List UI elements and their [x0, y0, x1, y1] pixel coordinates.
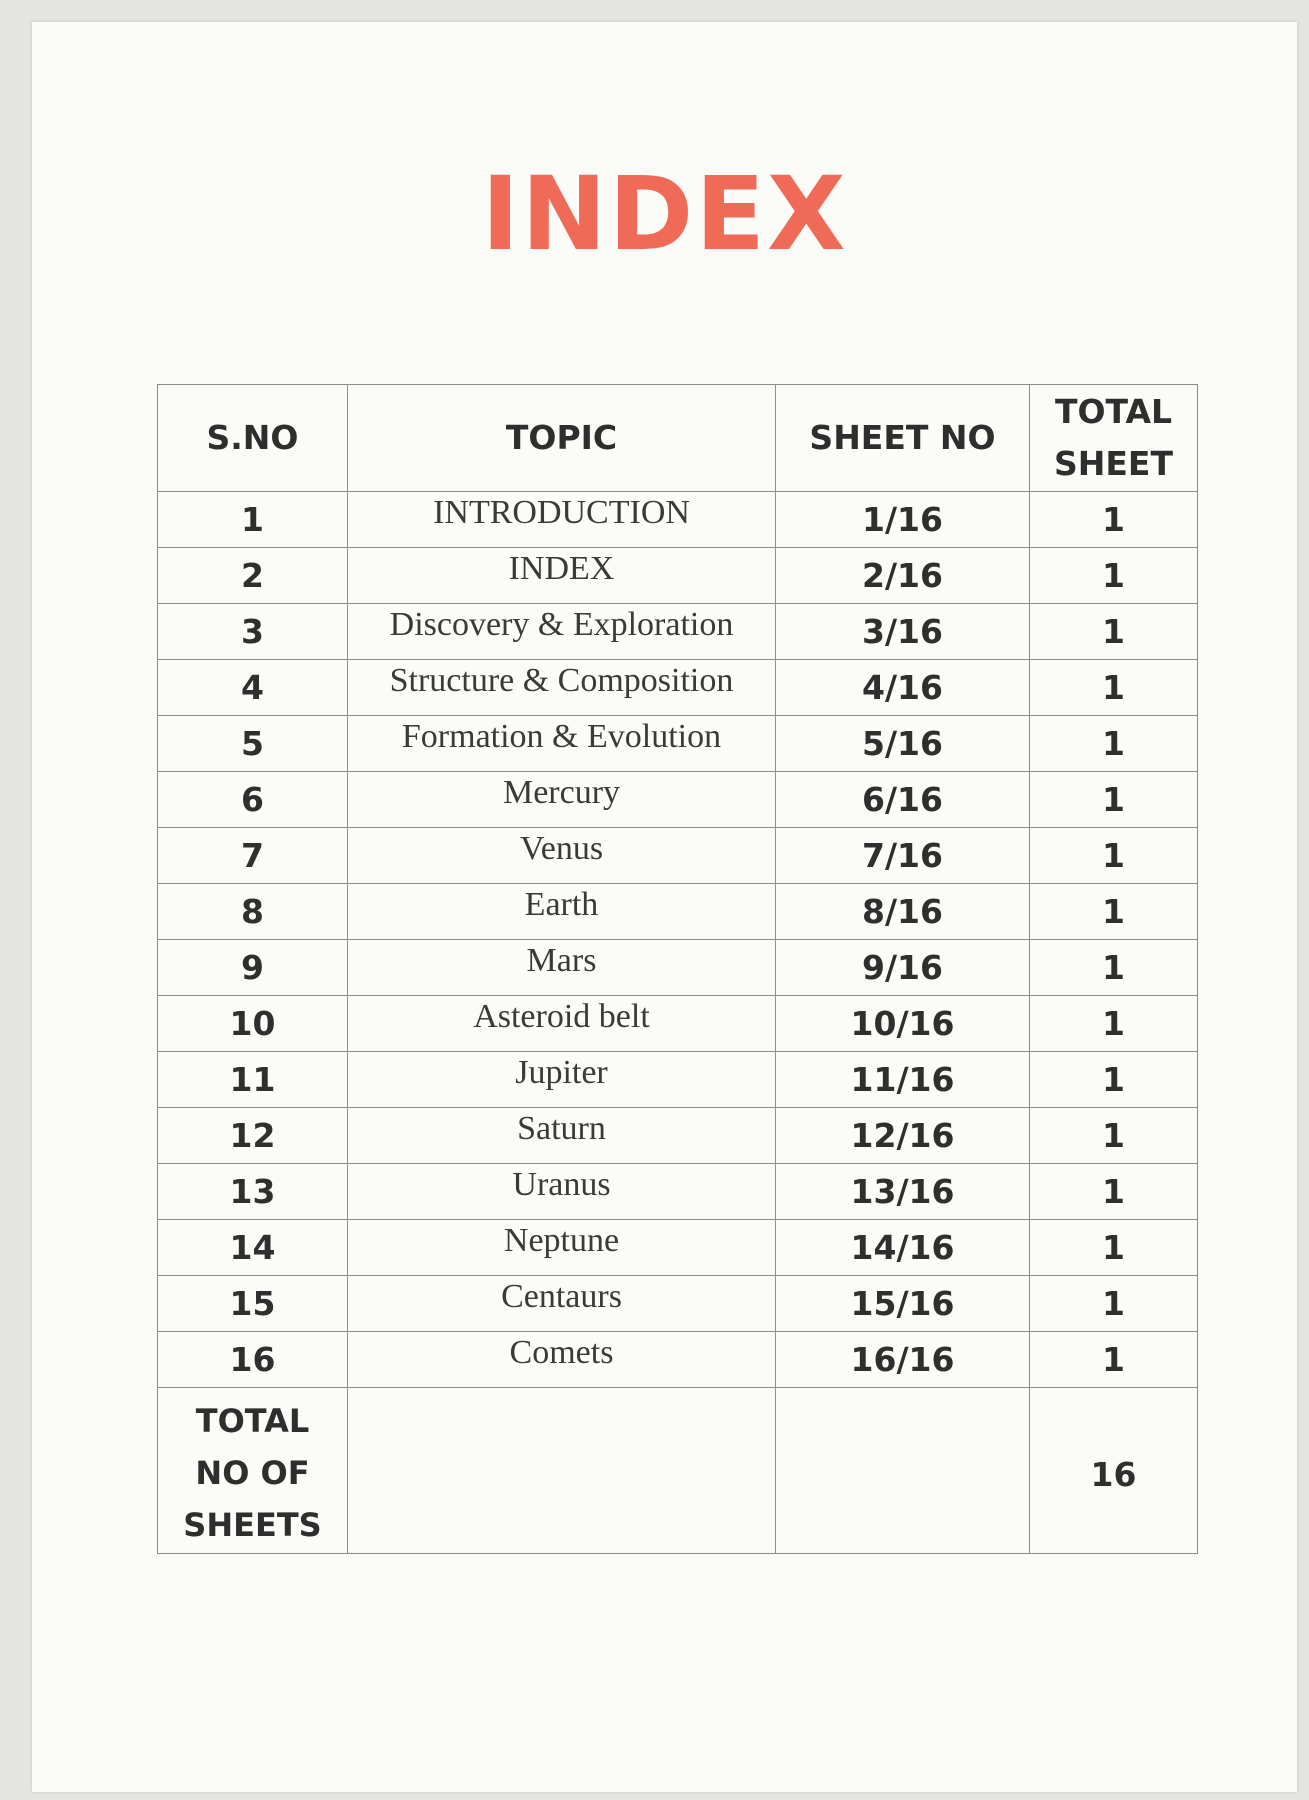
table-row [158, 884, 1198, 940]
cell-topic: Comets [348, 1332, 776, 1388]
table-row [158, 1164, 1198, 1220]
table-row [158, 828, 1198, 884]
table-row [158, 548, 1198, 604]
cell-total-sheet: 1 [1030, 1220, 1198, 1276]
cell-sheet-no: 8/16 [776, 884, 1030, 940]
cell-topic: Saturn [348, 1108, 776, 1164]
cell-sno: 6 [158, 772, 348, 828]
table-row [158, 1276, 1198, 1332]
cell-total-sheet: 1 [1030, 660, 1198, 716]
cell-sno: 1 [158, 492, 348, 548]
cell-topic: Mercury [348, 772, 776, 828]
cell-sno: 15 [158, 1276, 348, 1332]
index-table [157, 384, 1198, 1554]
cell-topic: Neptune [348, 1220, 776, 1276]
table-row [158, 1108, 1198, 1164]
cell-sheet-no: 4/16 [776, 660, 1030, 716]
cell-sheet-no: 1/16 [776, 492, 1030, 548]
total-label-line3: SHEETS [183, 1505, 322, 1544]
cell-topic: INTRODUCTION [348, 492, 776, 548]
cell-sheet-no: 5/16 [776, 716, 1030, 772]
header-topic: TOPIC [348, 385, 776, 492]
header-total-sheet-line1: TOTAL [1054, 392, 1173, 431]
cell-sheet-no: 15/16 [776, 1276, 1030, 1332]
cell-sno: 9 [158, 940, 348, 996]
total-sheet-no-empty [776, 1388, 1030, 1554]
total-label-line2: NO OF [195, 1453, 310, 1492]
cell-sheet-no: 9/16 [776, 940, 1030, 996]
cell-sno: 4 [158, 660, 348, 716]
table-body [158, 492, 1198, 1388]
cell-sno: 5 [158, 716, 348, 772]
cell-total-sheet: 1 [1030, 884, 1198, 940]
table-row [158, 716, 1198, 772]
cell-topic: Jupiter [348, 1052, 776, 1108]
cell-total-sheet: 1 [1030, 1052, 1198, 1108]
cell-sheet-no: 14/16 [776, 1220, 1030, 1276]
cell-sheet-no: 11/16 [776, 1052, 1030, 1108]
cell-topic: Formation & Evolution [348, 716, 776, 772]
table-row [158, 940, 1198, 996]
cell-topic: Earth [348, 884, 776, 940]
table-row [158, 1052, 1198, 1108]
table-row [158, 1332, 1198, 1388]
page-title: INDEX [481, 155, 848, 274]
header-row [158, 385, 1198, 492]
cell-topic: Centaurs [348, 1276, 776, 1332]
table-row [158, 996, 1198, 1052]
cell-topic: Structure & Composition [348, 660, 776, 716]
cell-total-sheet: 1 [1030, 716, 1198, 772]
cell-sno: 11 [158, 1052, 348, 1108]
cell-total-sheet: 1 [1030, 1108, 1198, 1164]
table-row [158, 1220, 1198, 1276]
cell-topic: Venus [348, 828, 776, 884]
cell-total-sheet: 1 [1030, 940, 1198, 996]
cell-sheet-no: 16/16 [776, 1332, 1030, 1388]
table-row [158, 492, 1198, 548]
total-topic-empty [348, 1388, 776, 1554]
cell-sno: 3 [158, 604, 348, 660]
cell-topic: Uranus [348, 1164, 776, 1220]
cell-total-sheet: 1 [1030, 1332, 1198, 1388]
cell-total-sheet: 1 [1030, 1276, 1198, 1332]
header-sheet-no: SHEET NO [776, 385, 1030, 492]
cell-total-sheet: 1 [1030, 1164, 1198, 1220]
cell-topic: INDEX [348, 548, 776, 604]
paper-sheet [32, 22, 1297, 1792]
cell-total-sheet: 1 [1030, 828, 1198, 884]
cell-sheet-no: 6/16 [776, 772, 1030, 828]
cell-sno: 13 [158, 1164, 348, 1220]
cell-total-sheet: 1 [1030, 996, 1198, 1052]
cell-sheet-no: 13/16 [776, 1164, 1030, 1220]
cell-sno: 16 [158, 1332, 348, 1388]
cell-sno: 8 [158, 884, 348, 940]
cell-sheet-no: 7/16 [776, 828, 1030, 884]
cell-sheet-no: 2/16 [776, 548, 1030, 604]
header-total-sheet-line2: SHEET [1054, 444, 1173, 483]
total-label-line1: TOTAL [195, 1401, 310, 1440]
cell-total-sheet: 1 [1030, 548, 1198, 604]
cell-total-sheet: 1 [1030, 604, 1198, 660]
cell-sno: 7 [158, 828, 348, 884]
table-row [158, 604, 1198, 660]
header-total-sheet [1030, 385, 1198, 492]
cell-topic: Asteroid belt [348, 996, 776, 1052]
cell-topic: Discovery & Exploration [348, 604, 776, 660]
cell-topic: Mars [348, 940, 776, 996]
cell-sheet-no: 10/16 [776, 996, 1030, 1052]
cell-sno: 2 [158, 548, 348, 604]
cell-sno: 10 [158, 996, 348, 1052]
cell-sno: 12 [158, 1108, 348, 1164]
cell-sheet-no: 3/16 [776, 604, 1030, 660]
total-row [158, 1388, 1198, 1554]
cell-total-sheet: 1 [1030, 492, 1198, 548]
total-value: 16 [1030, 1388, 1198, 1554]
table-row [158, 660, 1198, 716]
cell-total-sheet: 1 [1030, 772, 1198, 828]
header-sno: S.NO [158, 385, 348, 492]
cell-sheet-no: 12/16 [776, 1108, 1030, 1164]
table-row [158, 772, 1198, 828]
total-label [158, 1388, 348, 1554]
cell-sno: 14 [158, 1220, 348, 1276]
